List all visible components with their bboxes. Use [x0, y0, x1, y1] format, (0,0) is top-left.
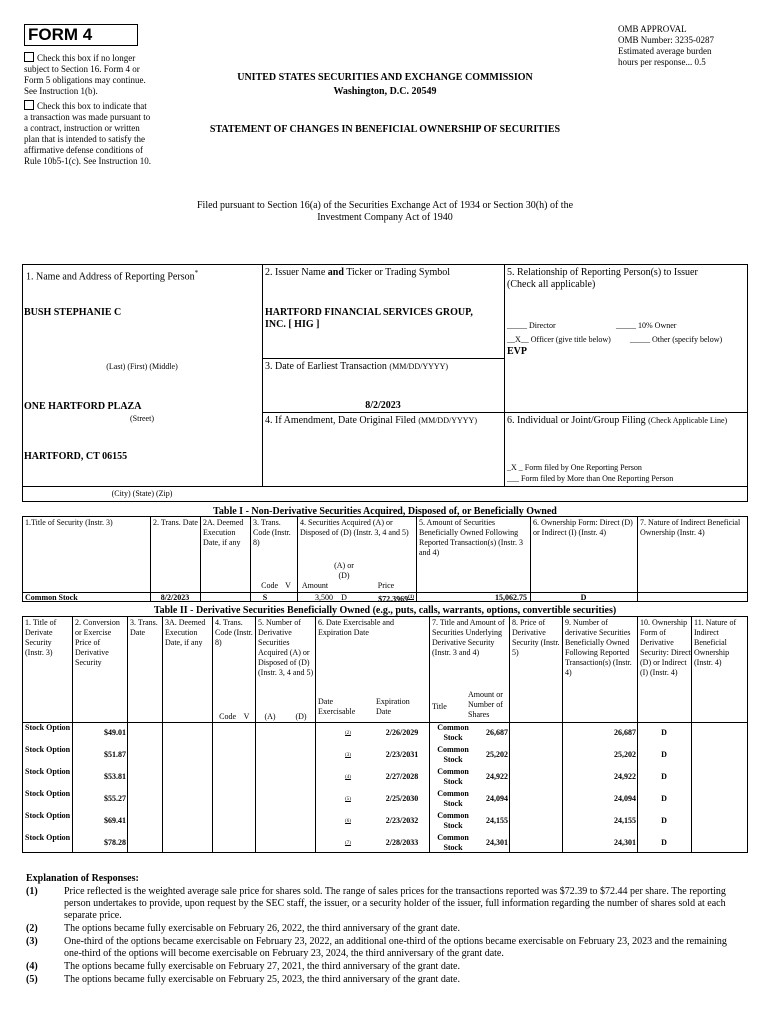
- footnote-link[interactable]: (4): [345, 775, 351, 780]
- t2-cell-owned: 25,202: [614, 750, 636, 759]
- t1-h3: 3. Trans. Code (Instr. 8): [253, 518, 291, 547]
- t2-cell-expiration: 2/23/2032: [385, 816, 419, 825]
- footnote-text: The options became fully exercisable on February 26, 2022, the third anniversary of the grant date.: [64, 923, 460, 934]
- table-row: [22, 833, 748, 853]
- checkbox-rule-10b5[interactable]: [24, 100, 152, 167]
- street-sublabel: (Street): [130, 414, 154, 423]
- t2-cell-expiration: 2/28/2033: [385, 838, 419, 847]
- t1-h6: 6. Ownership Form: Direct (D) or Indirect (I) (Instr. 4): [533, 518, 633, 537]
- reporting-street: ONE HARTFORD PLAZA: [24, 401, 142, 412]
- t2-cell-price: $51.87: [104, 750, 126, 759]
- footnote-link[interactable]: (1): [408, 595, 414, 600]
- t1-row-security: Common Stock: [25, 593, 78, 602]
- t2-h10: 10. Ownership Form of Derivative Security: Direct (D) or Indirect (I) (Instr. 4): [640, 618, 691, 677]
- t2-h5: 5. Number of Derivative Securities Acquired (A) or Disposed of (D) (Instr. 3, 4 and 5): [258, 618, 314, 677]
- relationship-ten-pct-owner: _____ 10% Owner: [616, 321, 677, 330]
- explanation-title: Explanation of Responses:: [26, 873, 139, 884]
- footnote: [26, 936, 746, 960]
- reporting-person-name: BUSH STEPHANIE C: [24, 307, 122, 318]
- t2-cell-shares: 24,094: [486, 794, 508, 803]
- box2-label: 2. Issuer Name and Ticker or Trading Symbol: [265, 267, 451, 278]
- footnote-number: (5): [26, 974, 38, 985]
- t2-cell-owned: 24,155: [614, 816, 636, 825]
- t2-cell-form: D: [661, 794, 667, 803]
- t2-sub-d: (D): [295, 712, 307, 721]
- footnote-number: (3): [26, 936, 38, 947]
- relationship-other: _____ Other (specify below): [630, 335, 723, 344]
- t2-h3a: 3A. Deemed Execution Date, if any: [165, 618, 206, 647]
- t2-h1: 1. Title of Derivate Security (Instr. 3): [25, 618, 57, 657]
- box5-label: 5. Relationship of Reporting Person(s) to Issuer (Check all applicable): [507, 267, 698, 290]
- t1-row-ad: D: [341, 593, 347, 602]
- t2-cell-form: D: [661, 838, 667, 847]
- t2-cell-shares: 24,301: [486, 838, 508, 847]
- checkbox-no-longer-subject-label: Check this box if no longer subject to Section 16. Form 4 or Form 5 obligations may continue. See Instruction 1(b).: [24, 53, 146, 96]
- form-title: FORM 4: [28, 25, 93, 44]
- filing-one-person: _X _ Form filed by One Reporting Person: [507, 463, 642, 472]
- t2-cell-shares: 26,687: [486, 728, 508, 737]
- explanation-notes: [26, 886, 746, 987]
- t2-cell-title: Common Stock: [437, 789, 469, 808]
- t1-sub-price: Price: [377, 581, 395, 590]
- t1-sub-v: V: [285, 581, 291, 590]
- t1-h2a: 2A. Deemed Execution Date, if any: [203, 518, 244, 547]
- t2-h2: 2. Conversion or Exercise Price of Derivative Security: [75, 618, 120, 667]
- t1-h1: 1.Title of Security (Instr. 3): [25, 518, 113, 527]
- footnote: [26, 886, 746, 922]
- t2-cell-price: $49.01: [104, 728, 126, 737]
- filed-line-2: Investment Company Act of 1940: [317, 212, 453, 223]
- t2-cell-title: Common Stock: [437, 745, 469, 764]
- table-row: [22, 723, 748, 745]
- t2-sub-a: (A): [264, 712, 276, 721]
- city-sublabel: (City) (State) (Zip): [111, 489, 173, 498]
- checkbox-icon[interactable]: [24, 52, 34, 62]
- t2-cell-expiration: 2/27/2028: [385, 772, 419, 781]
- t2-cell-security: Stock Option: [25, 723, 71, 732]
- footnote-text: The options became fully exercisable on February 27, 2021, the third anniversary of the grant date.: [64, 961, 460, 972]
- t2-cell-form: D: [661, 816, 667, 825]
- t1-row-amount: 3,500: [315, 593, 333, 602]
- t2-cell-price: $78.28: [104, 838, 126, 847]
- t2-cell-title: Common Stock: [437, 723, 469, 742]
- statement-title: STATEMENT OF CHANGES IN BENEFICIAL OWNERSHIP OF SECURITIES: [209, 124, 561, 135]
- footnote-link[interactable]: (2): [345, 731, 351, 736]
- table-row: [22, 789, 748, 811]
- name-sublabel: (Last) (First) (Middle): [106, 362, 178, 371]
- box6-label: 6. Individual or Joint/Group Filing (Check Applicable Line): [507, 415, 728, 426]
- footnote: [26, 961, 746, 973]
- t2-cell-expiration: 2/23/2031: [385, 750, 419, 759]
- footnote-number: (1): [26, 886, 38, 897]
- t2-cell-security: Stock Option: [25, 745, 71, 754]
- omb-line-1: OMB APPROVAL: [618, 24, 687, 34]
- t2-cell-price: $55.27: [104, 794, 126, 803]
- t2-sub-exercisable: Date Exercisable: [318, 697, 356, 716]
- t2-sub-amount: Amount or Number of Shares: [468, 690, 503, 719]
- officer-title: EVP: [507, 346, 527, 357]
- filed-line-1: Filed pursuant to Section 16(a) of the Securities Exchange Act of 1934 or Section 30(h) of the: [196, 200, 574, 211]
- t1-row-form: D: [580, 593, 587, 602]
- t2-cell-expiration: 2/25/2030: [385, 794, 419, 803]
- t2-h3: 3. Trans. Date: [130, 618, 158, 637]
- t2-cell-expiration: 2/26/2029: [385, 728, 419, 737]
- t1-h5: 5. Amount of Securities Beneficially Owned Following Reported Transaction(s) (Instr. 3 and 4): [419, 518, 523, 557]
- t2-cell-shares: 24,922: [486, 772, 508, 781]
- agency-name: UNITED STATES SECURITIES AND EXCHANGE COMMISSION: [237, 72, 533, 83]
- earliest-transaction-date: 8/2/2023: [365, 400, 401, 411]
- agency-location: Washington, D.C. 20549: [333, 86, 437, 97]
- footnote-number: (2): [26, 923, 38, 934]
- checkbox-icon[interactable]: [24, 100, 34, 110]
- footnote-link[interactable]: (6): [345, 819, 351, 824]
- relationship-director: _____ Director: [507, 321, 556, 330]
- t2-cell-title: Common Stock: [437, 767, 469, 786]
- footnote-link[interactable]: (3): [345, 753, 351, 758]
- t1-row-code: S: [262, 593, 268, 602]
- footnote-link[interactable]: (5): [345, 797, 351, 802]
- table-row: [22, 745, 748, 767]
- t2-cell-security: Stock Option: [25, 767, 71, 776]
- t1-h4: 4. Securities Acquired (A) or Disposed of (D) (Instr. 3, 4 and 5): [300, 518, 409, 537]
- t1-h7: 7. Nature of Indirect Beneficial Ownership (Instr. 4): [640, 518, 741, 537]
- table1-title: Table I - Non-Derivative Securities Acquired, Disposed of, or Beneficially Owned: [213, 506, 557, 517]
- checkbox-rule-10b5-label: Check this box to indicate that a transaction was made pursuant to a contract, instruction or written plan that is intended to satisfy the affirmative defense conditions of Rule 10b5-1(c). See Instruction 10.: [24, 101, 151, 166]
- t2-cell-price: $69.41: [104, 816, 126, 825]
- footnote-text: One-third of the options became exercisable on February 23, 2022, an additional one-third of the options became exercisable on February 23, 2023 and the remaining one-third of the options will become exercisable on February 23, 2024, the third anniversary of the grant date.: [64, 936, 727, 959]
- footnote-number: (4): [26, 961, 38, 972]
- box3-label: 3. Date of Earliest Transaction (MM/DD/YYYY): [265, 361, 449, 372]
- t2-cell-form: D: [661, 728, 667, 737]
- t1-row-owned: 15,062.75: [495, 593, 527, 602]
- t1-h2: 2. Trans. Date: [153, 518, 198, 527]
- t1-row-price: $72.3969$^{(1)}$: [378, 594, 414, 604]
- omb-line-3: Estimated average burden: [618, 46, 712, 56]
- t2-cell-security: Stock Option: [25, 833, 71, 842]
- t1-sub-code: Code: [261, 581, 278, 590]
- t2-cell-owned: 24,922: [614, 772, 636, 781]
- t2-h4: 4. Trans. Code (Instr. 8): [215, 618, 253, 647]
- omb-line-4: hours per response... 0.5: [618, 57, 706, 67]
- footnote-link[interactable]: (7): [345, 841, 351, 846]
- table-row: [22, 767, 748, 789]
- t2-cell-title: Common Stock: [437, 833, 469, 852]
- box1-label: 1. Name and Address of Reporting Person*: [26, 269, 199, 283]
- footnote: [26, 923, 746, 935]
- filing-more-persons: ___ Form filed by More than One Reporting Person: [507, 474, 674, 483]
- t2-cell-owned: 24,094: [614, 794, 636, 803]
- t2-cell-security: Stock Option: [25, 789, 71, 798]
- footnote-text: The options became fully exercisable on February 25, 2023, the third anniversary of the grant date.: [64, 974, 460, 985]
- t2-h11: 11. Nature of Indirect Beneficial Ownership (Instr. 4): [694, 618, 737, 667]
- table2-title: Table II - Derivative Securities Beneficially Owned (e.g., puts, calls, warrants, options, convertible securities): [153, 605, 617, 616]
- t2-h9: 9. Number of derivative Securities Beneficially Owned Following Reported Transaction(s) (Instr. 4): [565, 618, 632, 677]
- t1-sub-amount: Amount: [301, 581, 329, 590]
- table-row: [22, 811, 748, 833]
- t2-sub-v: V: [243, 712, 250, 721]
- t1-sub-ad: (A) or (D): [334, 561, 354, 580]
- footnote: [26, 974, 746, 986]
- t2-cell-owned: 24,301: [614, 838, 636, 847]
- t2-h8: 8. Price of Derivative Security (Instr. 5): [512, 618, 560, 657]
- t2-sub-code: Code: [219, 712, 236, 721]
- omb-line-2: OMB Number: 3235-0287: [618, 35, 714, 45]
- t2-cell-form: D: [661, 772, 667, 781]
- t2-cell-form: D: [661, 750, 667, 759]
- t2-cell-shares: 24,155: [486, 816, 508, 825]
- t2-h6: 6. Date Exercisable and Expiration Date: [318, 618, 394, 637]
- box1-footnote-mark: *: [194, 269, 199, 277]
- issuer-name: HARTFORD FINANCIAL SERVICES GROUP, INC. [ HIG ]: [265, 307, 473, 330]
- t2-sub-expiration: Expiration Date: [376, 697, 410, 716]
- box4-label: 4. If Amendment, Date Original Filed (MM/DD/YYYY): [265, 415, 477, 426]
- t1-row-date: 8/2/2023: [160, 593, 190, 602]
- filed-pursuant: [100, 200, 670, 224]
- omb-approval: [618, 24, 758, 68]
- t2-cell-shares: 25,202: [486, 750, 508, 759]
- footnote-text: Price reflected is the weighted average sale price for shares sold. The range of sales prices for the transactions reported was $72.39 to $72.44 per share. The reporting person undertakes to provide, upon request by the SEC staff, the issuer, or a security holder of the issuer, full information regarding the number of shares sold at each separate price.: [64, 886, 726, 921]
- t2-cell-owned: 26,687: [614, 728, 636, 737]
- reporting-city: HARTFORD, CT 06155: [24, 451, 128, 462]
- t2-cell-title: Common Stock: [437, 811, 469, 830]
- relationship-officer: __X__ Officer (give title below): [507, 335, 611, 344]
- t2-sub-title: Title: [432, 702, 447, 711]
- checkbox-no-longer-subject[interactable]: [24, 52, 152, 97]
- t2-h7: 7. Title and Amount of Securities Underlying Derivative Security (Instr. 3 and 4): [432, 618, 505, 657]
- t2-cell-price: $53.81: [104, 772, 126, 781]
- t2-cell-security: Stock Option: [25, 811, 71, 820]
